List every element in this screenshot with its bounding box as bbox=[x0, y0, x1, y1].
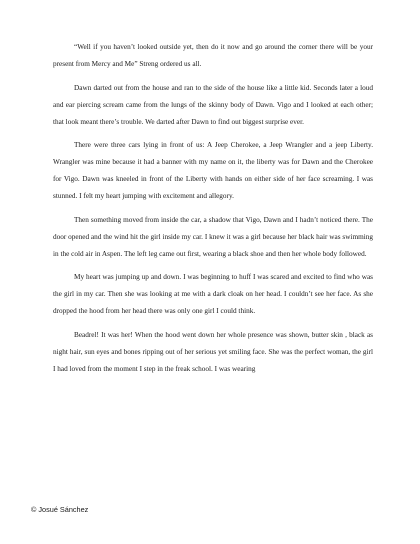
paragraph-4: Then something moved from inside the car, a shadow that Vigo, Dawn and I hadn’t noticed there. The door opened and the wind hit the girl inside my car. I knew it was a girl because her black hair was swimming in the cold air in Aspen. The left leg came out first, wearing a black shoe and then her whole body followed. bbox=[53, 215, 373, 258]
paragraph-3: There were three cars lying in front of us: A Jeep Cherokee, a Jeep Wrangler and a jeep Liberty. Wrangler was mine because it had a banner with my name on it, the liberty was for Dawn and the Cherokee for Vigo. Dawn was kneeled in front of the Liberty with hands on either side of her face screaming. I was stunned. I felt my heart jumping with excitement and allegory. bbox=[53, 141, 373, 201]
paragraph-6: Beadrel! It was her! When the hood went down her whole presence was shown, butter skin , black as night hair, sun eyes and bones ripping out of her serious yet smiling face. She was the perfect woman, the girl I had loved from the moment I step in the freak school. I was wearing bbox=[53, 330, 373, 373]
paragraph-1: “Well if you haven’t looked outside yet, then do it now and go around the corner there will be your present from Mercy and Me” Streng ordered us all. bbox=[53, 43, 373, 68]
paragraph-5: My heart was jumping up and down. I was beginning to huff I was scared and excited to find who was the girl in my car. Then she was looking at me with a dark cloak on her head. I couldn’t see her face. As she dropped the hood from her head there was only one girl I could think. bbox=[53, 273, 373, 316]
paragraph-2: Dawn darted out from the house and ran to the side of the house like a little kid. Seconds later a loud and ear piercing scream came from the lungs of the skinny body of Dawn. Vigo and I looked at each other; that look meant there’s trouble. We darted after Dawn to find out biggest surprise ever. bbox=[53, 83, 373, 126]
document-body bbox=[53, 39, 373, 385]
copyright-footer: © Josué Sánchez bbox=[31, 505, 89, 514]
